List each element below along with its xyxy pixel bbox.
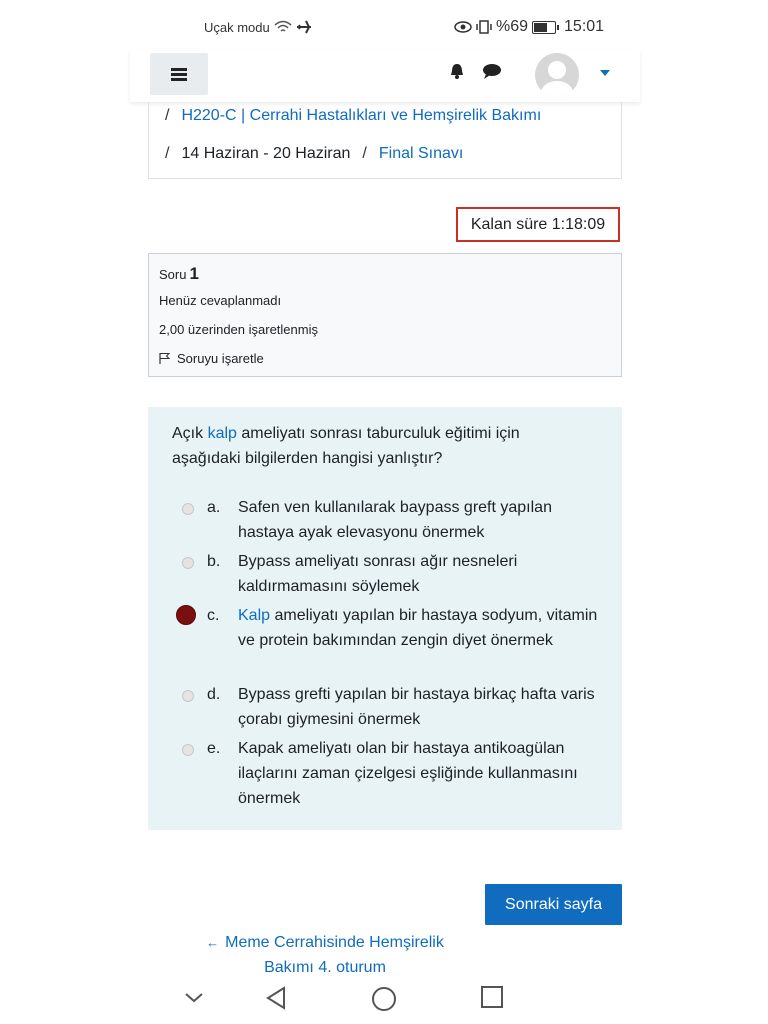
answer-letter: c. <box>207 607 220 624</box>
system-navigation-bar <box>0 980 768 1024</box>
nav-icons <box>448 62 502 80</box>
avatar[interactable] <box>535 53 579 97</box>
breadcrumb-row-2 <box>165 145 463 163</box>
answer-text[interactable]: Bypass ameliyatı sonrası ağır nesneleri kaldırmamasını söylemek <box>238 553 518 595</box>
glossary-link-kalp[interactable]: kalp <box>207 425 237 442</box>
breadcrumb-separator: / <box>165 145 170 162</box>
battery-icon <box>532 21 556 34</box>
answer-letter: b. <box>207 553 221 570</box>
question-number-value: 1 <box>189 264 199 283</box>
radio-a[interactable] <box>182 503 194 515</box>
wifi-icon <box>274 20 292 34</box>
flag-question-link[interactable] <box>159 351 264 366</box>
chat-icon[interactable] <box>482 62 502 80</box>
answer-letter: d. <box>207 686 221 703</box>
next-page-button[interactable]: Sonraki sayfa <box>485 884 622 925</box>
menu-button[interactable] <box>150 53 208 95</box>
back-icon[interactable] <box>264 986 288 1010</box>
home-icon[interactable] <box>371 986 397 1012</box>
breadcrumb-separator: / <box>362 145 367 162</box>
caret-down-icon[interactable] <box>600 70 610 76</box>
airplane-icon <box>296 19 312 35</box>
answer-text[interactable] <box>238 603 608 653</box>
glossary-link-kalp[interactable]: Kalp <box>238 607 271 624</box>
question-text <box>172 421 592 471</box>
previous-activity-link[interactable] <box>200 930 450 980</box>
question-status: Henüz cevaplanmadı <box>159 293 282 308</box>
radio-d[interactable] <box>182 690 194 702</box>
flag-icon <box>159 352 171 364</box>
breadcrumb-separator: / <box>165 107 170 124</box>
recent-apps-icon[interactable] <box>481 986 503 1008</box>
answer-letter: a. <box>207 499 221 516</box>
question-text-start: Açık <box>172 425 208 442</box>
question-info-panel <box>148 253 622 377</box>
top-navbar <box>130 50 640 102</box>
breadcrumb-row-1 <box>165 107 541 125</box>
answer-letter: e. <box>207 740 221 757</box>
flag-question-label: Soruyu işaretle <box>177 351 264 366</box>
breadcrumb-quiz-link[interactable]: Final Sınavı <box>378 145 464 162</box>
battery-percent: %69 <box>496 18 529 35</box>
airplane-mode-label: Uçak modu <box>204 19 270 35</box>
question-content <box>148 407 622 830</box>
vibrate-icon <box>476 19 492 35</box>
breadcrumb-course-link[interactable]: H220-C | Cerrahi Hastalıkları ve Hemşirelik Bakımı <box>181 107 542 124</box>
breadcrumb-section[interactable]: 14 Haziran - 20 Haziran <box>181 145 351 162</box>
question-text-end: ameliyatı sonrası taburculuk eğitimi için aşağıdaki bilgilerden hangisi yanlıştır? <box>172 425 520 467</box>
radio-b[interactable] <box>182 557 194 569</box>
status-right <box>454 18 604 36</box>
radio-e[interactable] <box>182 744 194 756</box>
arrow-left-icon: ← <box>206 935 220 950</box>
breadcrumb <box>148 102 622 179</box>
hamburger-menu-icon <box>171 68 187 80</box>
question-label: Soru <box>159 267 187 282</box>
question-number <box>159 264 199 284</box>
status-left <box>204 19 312 35</box>
answer-text-rest: ameliyatı yapılan bir hastaya sodyum, vitamin ve protein bakımından zengin diyet önermek <box>238 607 598 649</box>
status-bar <box>0 0 768 50</box>
bell-icon[interactable] <box>448 62 466 80</box>
eye-icon <box>454 21 472 33</box>
clock: 15:01 <box>564 18 605 35</box>
answer-text[interactable]: Bypass grefti yapılan bir hastaya birkaç hafta varis çorabı giymesini önermek <box>238 686 595 728</box>
answer-text[interactable]: Kapak ameliyatı olan bir hastaya antikoagülan ilaçlarını zaman çizelgesi eşliğinde kullanmasını önermek <box>238 740 578 807</box>
previous-activity-label: Meme Cerrahisinde Hemşirelik Bakımı 4. oturum <box>225 934 444 976</box>
question-marks: 2,00 üzerinden işaretlenmiş <box>159 322 318 337</box>
time-remaining: Kalan süre 1:18:09 <box>456 207 620 242</box>
answer-text[interactable]: Safen ven kullanılarak baypass greft yapılan hastaya ayak elevasyonu önermek <box>238 499 552 541</box>
chevron-down-icon[interactable] <box>184 992 204 1004</box>
radio-c-selected[interactable] <box>176 605 196 625</box>
